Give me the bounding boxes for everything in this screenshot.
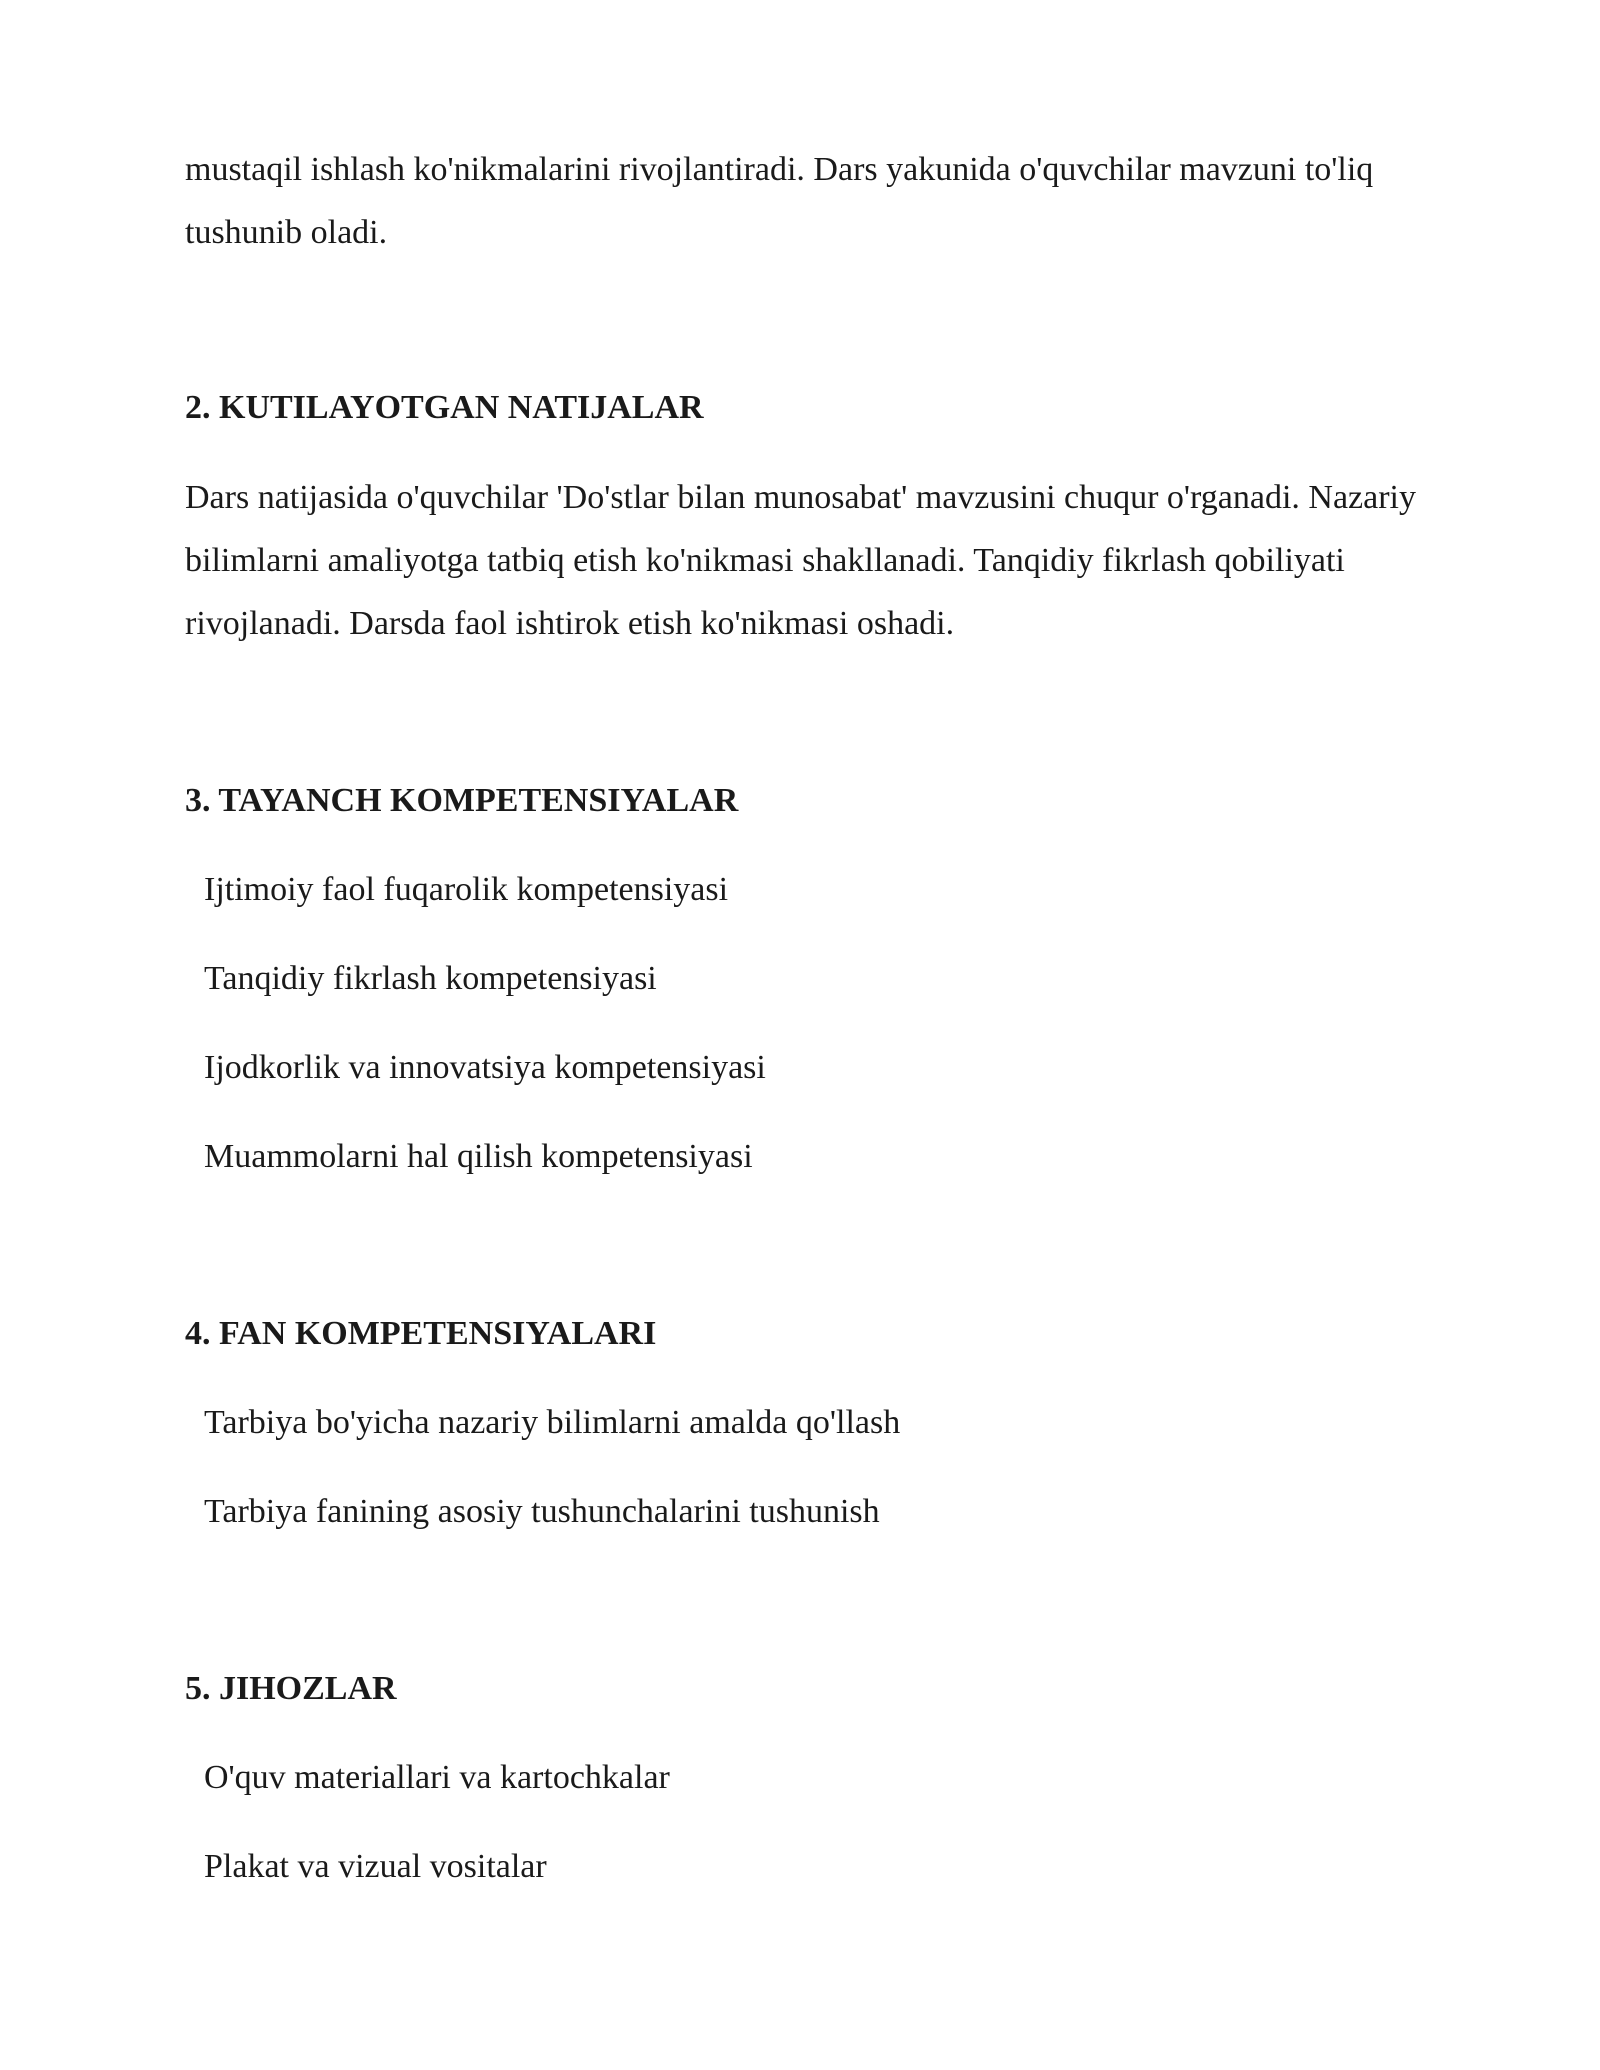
section-heading-equipment: 5. JIHOZLAR — [185, 1670, 397, 1707]
list-item: Plakat va vizual vositalar — [204, 1848, 547, 1885]
list-item: Tanqidiy fikrlash kompetensiyasi — [204, 960, 657, 997]
section-heading-subject-competencies: 4. FAN KOMPETENSIYALARI — [185, 1315, 657, 1352]
list-item: Tarbiya bo'yicha nazariy bilimlarni amalda qo'llash — [204, 1404, 901, 1441]
list-item: O'quv materiallari va kartochkalar — [204, 1759, 670, 1796]
expected-results-paragraph: Dars natijasida o'quvchilar 'Do'stlar bilan munosabat' mavzusini chuqur o'rganadi. Nazariy bilimlarni amaliyotga tatbiq etish ko'nikmasi shakllanadi. Tanqidiy fikrlash qobiliyati rivojlanadi. Darsda faol ishtirok etish ko'nikmasi oshadi. — [185, 479, 1416, 642]
section-heading-core-competencies: 3. TAYANCH KOMPETENSIYALAR — [185, 782, 739, 819]
section-heading-expected-results: 2. KUTILAYOTGAN NATIJALAR — [185, 389, 704, 426]
list-item: Muammolarni hal qilish kompetensiyasi — [204, 1138, 753, 1175]
list-item: Ijtimoiy faol fuqarolik kompetensiyasi — [204, 871, 729, 908]
intro-paragraph: mustaqil ishlash ko'nikmalarini rivojlantiradi. Dars yakunida o'quvchilar mavzuni to'liq tushunib oladi. — [185, 151, 1374, 251]
list-item: Tarbiya fanining asosiy tushunchalarini tushunish — [204, 1493, 880, 1530]
list-item: Ijodkorlik va innovatsiya kompetensiyasi — [204, 1049, 766, 1086]
